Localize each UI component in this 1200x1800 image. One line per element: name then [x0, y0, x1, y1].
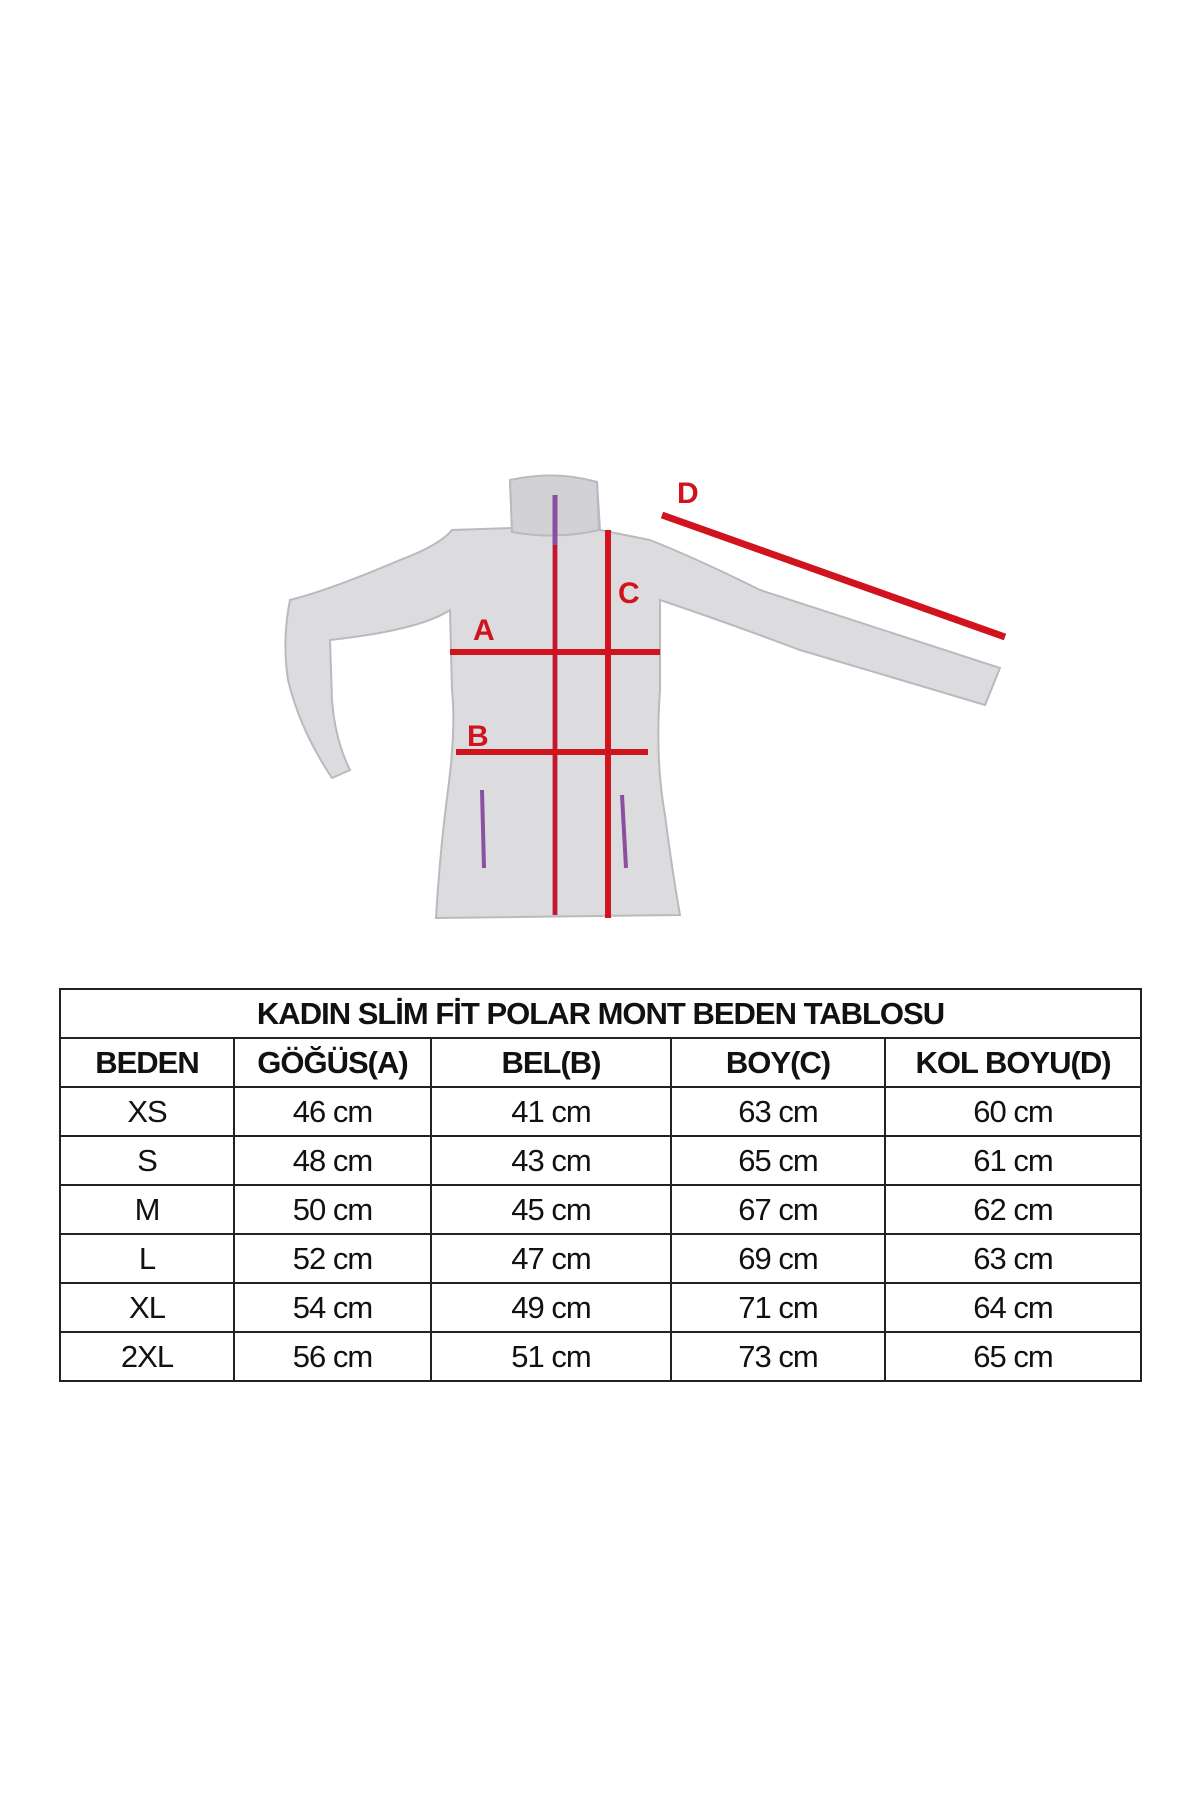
measurement-cell: 56 cm [234, 1332, 431, 1381]
measurement-cell: 64 cm [885, 1283, 1141, 1332]
measurement-cell: 45 cm [431, 1185, 671, 1234]
measurement-cell: 62 cm [885, 1185, 1141, 1234]
table-row [60, 1332, 1141, 1381]
size-cell: L [60, 1234, 234, 1283]
table-row [60, 1136, 1141, 1185]
header-row [60, 1038, 1141, 1087]
measurement-cell: 63 cm [885, 1234, 1141, 1283]
label-b: B [467, 720, 489, 753]
table-body [60, 1087, 1141, 1381]
measurement-cell: 60 cm [885, 1087, 1141, 1136]
measurement-cell: 65 cm [671, 1136, 885, 1185]
measurement-cell: 49 cm [431, 1283, 671, 1332]
table-row [60, 1087, 1141, 1136]
measurement-cell: 69 cm [671, 1234, 885, 1283]
measurement-cell: 65 cm [885, 1332, 1141, 1381]
size-cell: M [60, 1185, 234, 1234]
size-cell: S [60, 1136, 234, 1185]
size-chart-table [59, 988, 1142, 1382]
column-header: BOY(C) [671, 1038, 885, 1087]
measurement-cell: 52 cm [234, 1234, 431, 1283]
table-title: KADIN SLİM FİT POLAR MONT BEDEN TABLOSU [60, 989, 1141, 1038]
column-header: KOL BOYU(D) [885, 1038, 1141, 1087]
measurement-cell: 43 cm [431, 1136, 671, 1185]
measurement-cell: 46 cm [234, 1087, 431, 1136]
label-a: A [473, 614, 495, 647]
measurement-cell: 71 cm [671, 1283, 885, 1332]
measurement-cell: 51 cm [431, 1332, 671, 1381]
size-cell: XL [60, 1283, 234, 1332]
size-cell: 2XL [60, 1332, 234, 1381]
column-header: BEDEN [60, 1038, 234, 1087]
measurement-cell: 48 cm [234, 1136, 431, 1185]
size-cell: XS [60, 1087, 234, 1136]
table-row [60, 1234, 1141, 1283]
label-c: C [618, 577, 640, 610]
table-row [60, 1185, 1141, 1234]
measurement-cell: 67 cm [671, 1185, 885, 1234]
column-header: GÖĞÜS(A) [234, 1038, 431, 1087]
measurement-cell: 50 cm [234, 1185, 431, 1234]
measurement-cell: 73 cm [671, 1332, 885, 1381]
table-row [60, 1283, 1141, 1332]
measurement-cell: 63 cm [671, 1087, 885, 1136]
jacket-body [285, 476, 1000, 918]
measurement-cell: 54 cm [234, 1283, 431, 1332]
measurement-cell: 41 cm [431, 1087, 671, 1136]
measurement-cell: 61 cm [885, 1136, 1141, 1185]
column-header: BEL(B) [431, 1038, 671, 1087]
measurement-cell: 47 cm [431, 1234, 671, 1283]
label-d: D [677, 477, 699, 510]
left-pocket [482, 790, 484, 868]
